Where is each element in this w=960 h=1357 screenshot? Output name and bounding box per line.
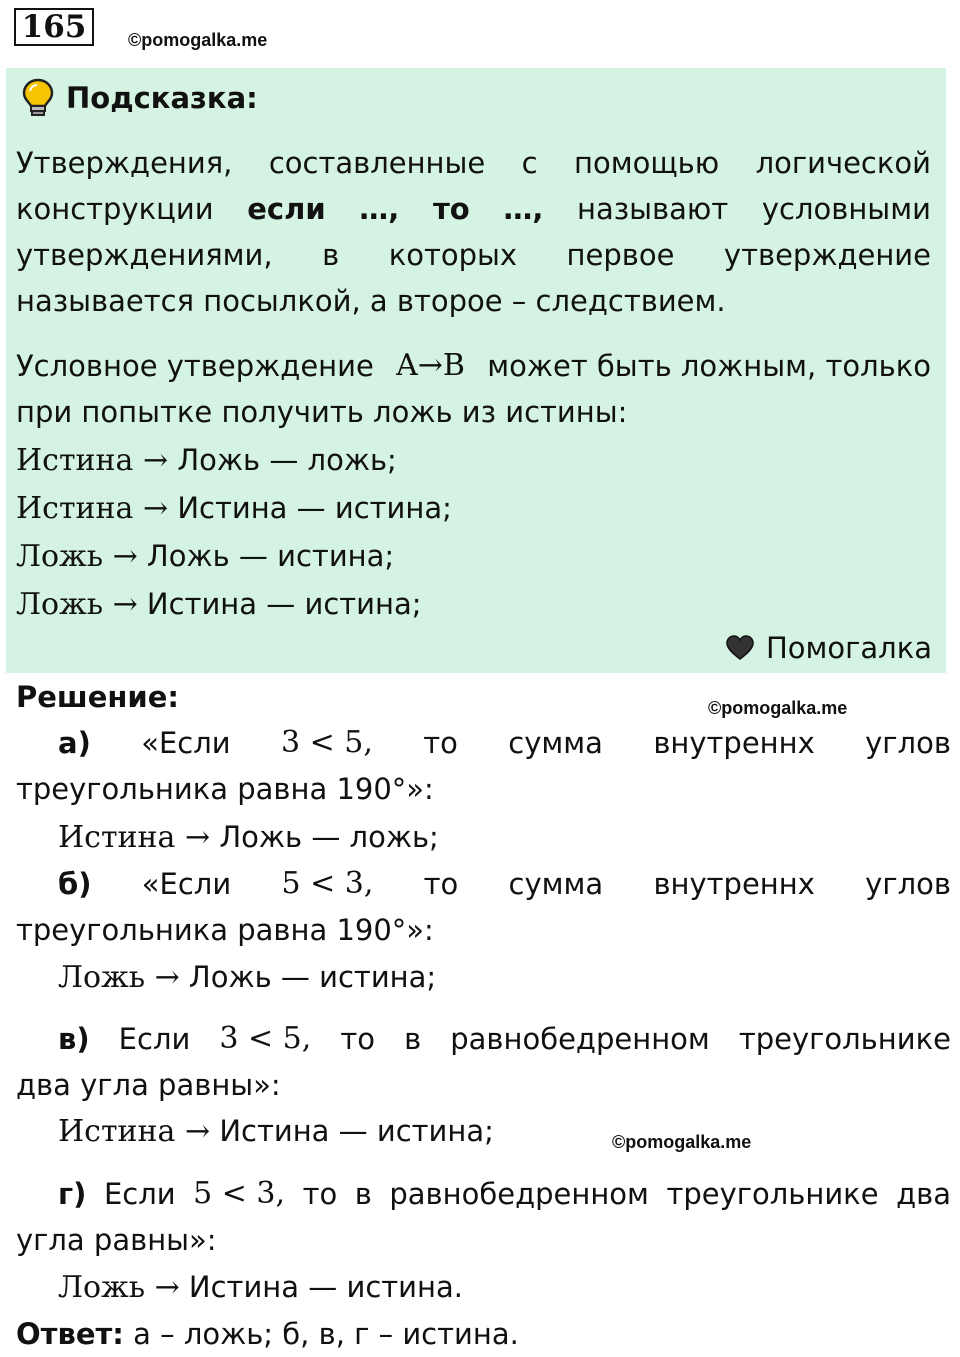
watermark-mid: ©pomogalka.me bbox=[708, 698, 848, 718]
result-consequent: Ложь bbox=[219, 820, 303, 854]
rule-dash: — bbox=[238, 539, 268, 573]
formula: A→B bbox=[396, 348, 465, 383]
word: треугольнике bbox=[666, 1177, 879, 1211]
rule-premise: Истина → bbox=[16, 491, 169, 526]
hint-para2-line2: при попытке получить ложь из истины: bbox=[16, 395, 628, 429]
rule-premise: Истина → bbox=[16, 443, 169, 478]
result-dash: — bbox=[308, 1270, 338, 1304]
math-inequality: 3 < 5, bbox=[280, 725, 373, 760]
item-label: а) bbox=[58, 726, 91, 760]
word: утверждениями, bbox=[16, 238, 273, 272]
item-label: г) bbox=[58, 1177, 87, 1211]
item-b-result bbox=[58, 954, 436, 1001]
result-dash: — bbox=[280, 960, 310, 994]
word: то bbox=[423, 726, 458, 760]
item-d-line1 bbox=[58, 1171, 951, 1217]
rule-premise: Ложь → bbox=[16, 587, 138, 622]
answer-text: а – ложь; б, в, г – истина. bbox=[133, 1317, 519, 1351]
word: условными bbox=[761, 192, 931, 226]
rule-2 bbox=[16, 485, 452, 532]
signature bbox=[726, 631, 932, 665]
hint-para1-line2 bbox=[16, 186, 931, 232]
hint-box bbox=[6, 68, 946, 673]
word: конструкции bbox=[16, 192, 214, 226]
rule-dash: — bbox=[266, 587, 296, 621]
word: сумма bbox=[508, 726, 603, 760]
rule-premise: Ложь → bbox=[16, 539, 138, 574]
item-label: в) bbox=[58, 1022, 90, 1056]
item-a-result bbox=[58, 814, 439, 861]
solution-heading: Решение: bbox=[16, 680, 180, 714]
word: равнобедренном bbox=[389, 1177, 649, 1211]
word-bold: …, bbox=[503, 192, 544, 226]
hint-para2-line1 bbox=[16, 343, 931, 389]
item-c-result bbox=[58, 1108, 494, 1155]
result-consequent: Ложь bbox=[188, 960, 272, 994]
hint-title-text: Подсказка: bbox=[66, 81, 258, 115]
word: Если bbox=[118, 1022, 191, 1056]
result-dash: — bbox=[338, 1114, 368, 1148]
result-value: ложь; bbox=[349, 820, 439, 854]
word: «Если bbox=[141, 726, 231, 760]
rule-consequent: Ложь bbox=[177, 443, 261, 477]
rule-dash: — bbox=[269, 443, 299, 477]
word: в bbox=[404, 1022, 422, 1056]
word: в bbox=[354, 1177, 372, 1211]
rule-result: истина; bbox=[277, 539, 395, 573]
rule-consequent: Ложь bbox=[146, 539, 230, 573]
word: Если bbox=[103, 1177, 176, 1211]
word: логической bbox=[755, 146, 931, 180]
hint-para1-line1 bbox=[16, 140, 931, 186]
rule-consequent: Истина bbox=[146, 587, 258, 621]
item-a-line1 bbox=[58, 720, 951, 766]
hint-para1-line3 bbox=[16, 232, 931, 278]
word: треугольнике bbox=[738, 1022, 951, 1056]
word: сумма bbox=[508, 867, 604, 901]
watermark-bottom: ©pomogalka.me bbox=[612, 1132, 752, 1152]
word: называют bbox=[577, 192, 729, 226]
signature-text: Помогалка bbox=[766, 631, 932, 665]
text: может быть ложным, только bbox=[487, 349, 931, 383]
rule-consequent: Истина bbox=[177, 491, 288, 525]
word: помощью bbox=[574, 146, 720, 180]
item-b-line2: треугольника равна 190°»: bbox=[16, 913, 434, 947]
rule-4 bbox=[16, 581, 422, 628]
word: Утверждения, bbox=[16, 146, 233, 180]
word: которых bbox=[388, 238, 518, 272]
item-d-line2: угла равны»: bbox=[16, 1223, 217, 1257]
item-c-line2: два угла равны»: bbox=[16, 1068, 281, 1102]
word: углов bbox=[865, 726, 951, 760]
item-b-line1 bbox=[58, 861, 951, 907]
rule-dash: — bbox=[296, 491, 326, 525]
result-premise: Ложь → bbox=[58, 1270, 180, 1305]
result-value: истина; bbox=[319, 960, 437, 994]
result-dash: — bbox=[311, 820, 341, 854]
word: то bbox=[340, 1022, 376, 1056]
math-inequality: 3 < 5, bbox=[219, 1021, 312, 1056]
result-value: истина. bbox=[346, 1270, 463, 1304]
item-label: б) bbox=[58, 867, 92, 901]
word-bold: …, bbox=[359, 192, 400, 226]
result-premise: Истина → bbox=[58, 1114, 211, 1149]
item-c-line1 bbox=[58, 1016, 951, 1062]
word: внутреннх bbox=[653, 867, 815, 901]
hint-title bbox=[22, 78, 258, 118]
word: первое bbox=[566, 238, 675, 272]
task-number: 165 bbox=[14, 8, 94, 46]
rule-result: истина; bbox=[304, 587, 422, 621]
rule-result: истина; bbox=[334, 491, 452, 525]
word: углов bbox=[865, 867, 951, 901]
word: с bbox=[521, 146, 538, 180]
math-inequality: 5 < 3, bbox=[281, 866, 374, 901]
word: равнобедренном bbox=[450, 1022, 710, 1056]
word: два bbox=[896, 1177, 951, 1211]
result-premise: Ложь → bbox=[58, 960, 180, 995]
lightbulb-icon bbox=[22, 78, 54, 118]
rule-3 bbox=[16, 533, 394, 580]
word-bold: если bbox=[247, 192, 326, 226]
answer-label: Ответ: bbox=[16, 1317, 124, 1351]
word: в bbox=[322, 238, 340, 272]
word: составленные bbox=[268, 146, 486, 180]
hint-para1-line4: называется посылкой, а второе – следствием. bbox=[16, 284, 726, 318]
item-a-line2: треугольника равна 190°»: bbox=[16, 772, 434, 806]
rule-result: ложь; bbox=[307, 443, 397, 477]
result-value: истина; bbox=[376, 1114, 494, 1148]
result-premise: Истина → bbox=[58, 820, 211, 855]
word: то bbox=[302, 1177, 338, 1211]
heart-icon bbox=[726, 635, 754, 661]
item-d-result bbox=[58, 1264, 463, 1311]
result-consequent: Истина bbox=[219, 1114, 330, 1148]
word: утверждение bbox=[723, 238, 931, 272]
result-consequent: Истина bbox=[188, 1270, 300, 1304]
text: Условное утверждение bbox=[16, 349, 374, 383]
word: то bbox=[423, 867, 459, 901]
word: «Если bbox=[141, 867, 232, 901]
watermark-top: ©pomogalka.me bbox=[128, 30, 268, 50]
word-bold: то bbox=[432, 192, 470, 226]
math-inequality: 5 < 3, bbox=[193, 1176, 286, 1211]
answer bbox=[16, 1311, 519, 1357]
word: внутреннх bbox=[653, 726, 815, 760]
rule-1 bbox=[16, 437, 397, 484]
